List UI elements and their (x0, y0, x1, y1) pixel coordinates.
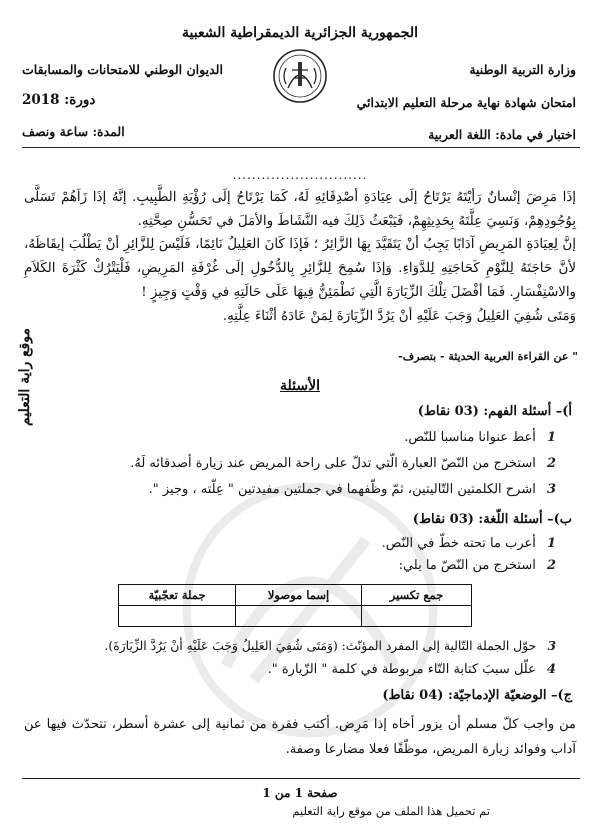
passage-paragraph-3: وَمَتَى شُفِيَ العَلِيلُ وَجَبَ عَلَيْهِ أنْ يَرُدَّ الزِّيَارَةَ لِمَنْ عَادَهُ أثْنَاءَ عِلَّتِهِ. (222, 308, 576, 324)
language-title: ب)– أسئلة اللّغة: (03 نقاط) (412, 512, 572, 527)
table-header-cell: جملة تعجّبيّة (119, 585, 236, 606)
item-number: 4 (546, 662, 556, 677)
table-header-cell: إسما موصولا (236, 585, 362, 606)
item-number: 3 (546, 482, 556, 497)
algeria-emblem-icon (272, 48, 328, 104)
item-number: 1 (546, 430, 556, 445)
comprehension-item-3: 3 اشرح الكلمتين التّاليتين، ثمّ وظّفهما في جملتين مفيدتين " عِلّته ، وجيز ". (148, 482, 556, 497)
separator-dots: ............................ (232, 168, 368, 182)
item-number: 2 (546, 558, 556, 573)
exam-office-name: الديوان الوطني للامتحانات والمسابقات (22, 62, 223, 77)
table-header-cell: جمع تكسير (361, 585, 471, 606)
questions-title: الأسئلة (280, 378, 320, 394)
table-answer-row (119, 606, 472, 627)
passage-paragraph-2: إنَّ لِعِيَادَةِ المَرِيضِ آدَابًا يَجِبُ أنْ يَتَقَيَّدَ بِهَا الزَّائِرُ ؛ فَإذَا كَانَ العَلِيلُ نَائِمًا، فَلَيْسَ لِلزَّائِرِ أنْ يَطْلُبَ إيقَاظَهُ، لأنَّ حَاجَتَهُ لِلنَّوْمِ كَحَاجَتِهِ لِلدَّوَاءِ. وَإذَا سُمِحَ لِلزَّائِرِ بِالدُّخُولِ إلَى غُرْفَةِ المَرِيضِ، فَلْيَتْرُكْ كَثْرَةَ الكَلاَمِ والاسْتِفْسَارِ. فَمَا أفْضَلَ تِلْكَ الزِّيَارَةَ الَّتِي نَطْمَئِنُّ فِيهَا عَلَى حَالَتِهِ في وَقْتٍ وَجِيزٍ ! (24, 237, 576, 300)
download-note: تم تحميل هذا الملف من موقع راية التعليم (292, 804, 490, 818)
subject-line: اختبار في مادة: اللغة العربية (428, 127, 576, 142)
ministry-name: وزارة التربية الوطنية (469, 62, 576, 77)
republic-title: الجمهورية الجزائرية الديمقراطية الشعبية (181, 25, 418, 41)
comprehension-item-2: 2 استخرج من النّصّ العبارة الّتي تدلّ على راحة المريض عند زيارة أصدقائه لَهُ. (130, 456, 556, 471)
table-answer-cell (119, 606, 236, 627)
table-answer-cell (361, 606, 471, 627)
integration-title: ج)– الوضعيّة الإدماجيّة: (04 نقاط) (382, 688, 572, 703)
side-site-label: موقع راية التعليم (17, 328, 33, 426)
language-item-1: 1 أعرب ما تحته خطّ في النّص. (381, 536, 556, 551)
reading-passage (24, 186, 576, 328)
passage-paragraph-1: إذَا مَرِضَ إنْسانٌ رَأيْتَهُ يَرْتَاحُ إلَى عِيَادَةِ أصْدِقَائِهِ لَهُ، كَمَا يَرْتَاحُ إلَى رُؤْيَةِ الطَّبِيبِ. إنَّهُ إذَا زَاَهُمْ تَسَلَّى بِوُجُودِهِمْ، وَنَسِيَ عِلَّتَهُ بِحَدِيثِهِمْ، فَيَبْعَثُ ذَلِكَ فيه النَّشَاطَ والأمَلَ في تَحَسُّنِ صِحَّتِهِ. (24, 190, 576, 229)
integration-text: من واجب كلّ مسلم أن يزور أخاه إذا مَرِض. أكتب فقرة من ثمانية إلى عشرة أسطر، تتحدّث فيها عن آداب وفوائد زيارة المريض، موظّفًا فعلا مضارعا وصفة. (24, 717, 576, 757)
comprehension-title: أ)– أسئلة الفهم: (03 نقاط) (417, 404, 572, 419)
item-number: 1 (546, 536, 556, 551)
page-number: صفحة 1 من 1 (262, 786, 338, 800)
exam-name: امتحان شهادة نهاية مرحلة التعليم الابتدائي (356, 95, 576, 110)
header-divider (22, 147, 580, 148)
item-number: 3 (547, 638, 556, 653)
extraction-table (118, 584, 472, 627)
duration-line: المدة: ساعة ونصف (22, 124, 125, 139)
footer-divider (22, 778, 580, 779)
comprehension-item-1: 1 أعط عنوانا مناسبا للنّص. (404, 430, 556, 445)
item-number: 2 (546, 456, 556, 471)
table-answer-cell (236, 606, 362, 627)
language-item-4: 4 علّل سببَ كتابة التّاء مربوطة في كلمة " الزّيارة ". (267, 662, 556, 677)
session-label: دورة: (64, 92, 96, 108)
passage-source: " عن القراءة العربية الحديثة - بتصرف- (398, 350, 578, 363)
exam-session (22, 92, 95, 108)
language-item-3: 3 حوّل الجملة التّالية إلى المفرد المؤنّث: (وَمَتَى شُفِيَ العَلِيلُ وَجَبَ عَلَيْهِ أنْ يَرُدَّ الزِّيَارَةَ). (104, 638, 556, 653)
language-item-2: 2 استخرج من النّصّ ما يلي: (398, 558, 556, 573)
session-year: 2018 (22, 92, 60, 108)
table-header-row (119, 585, 472, 606)
